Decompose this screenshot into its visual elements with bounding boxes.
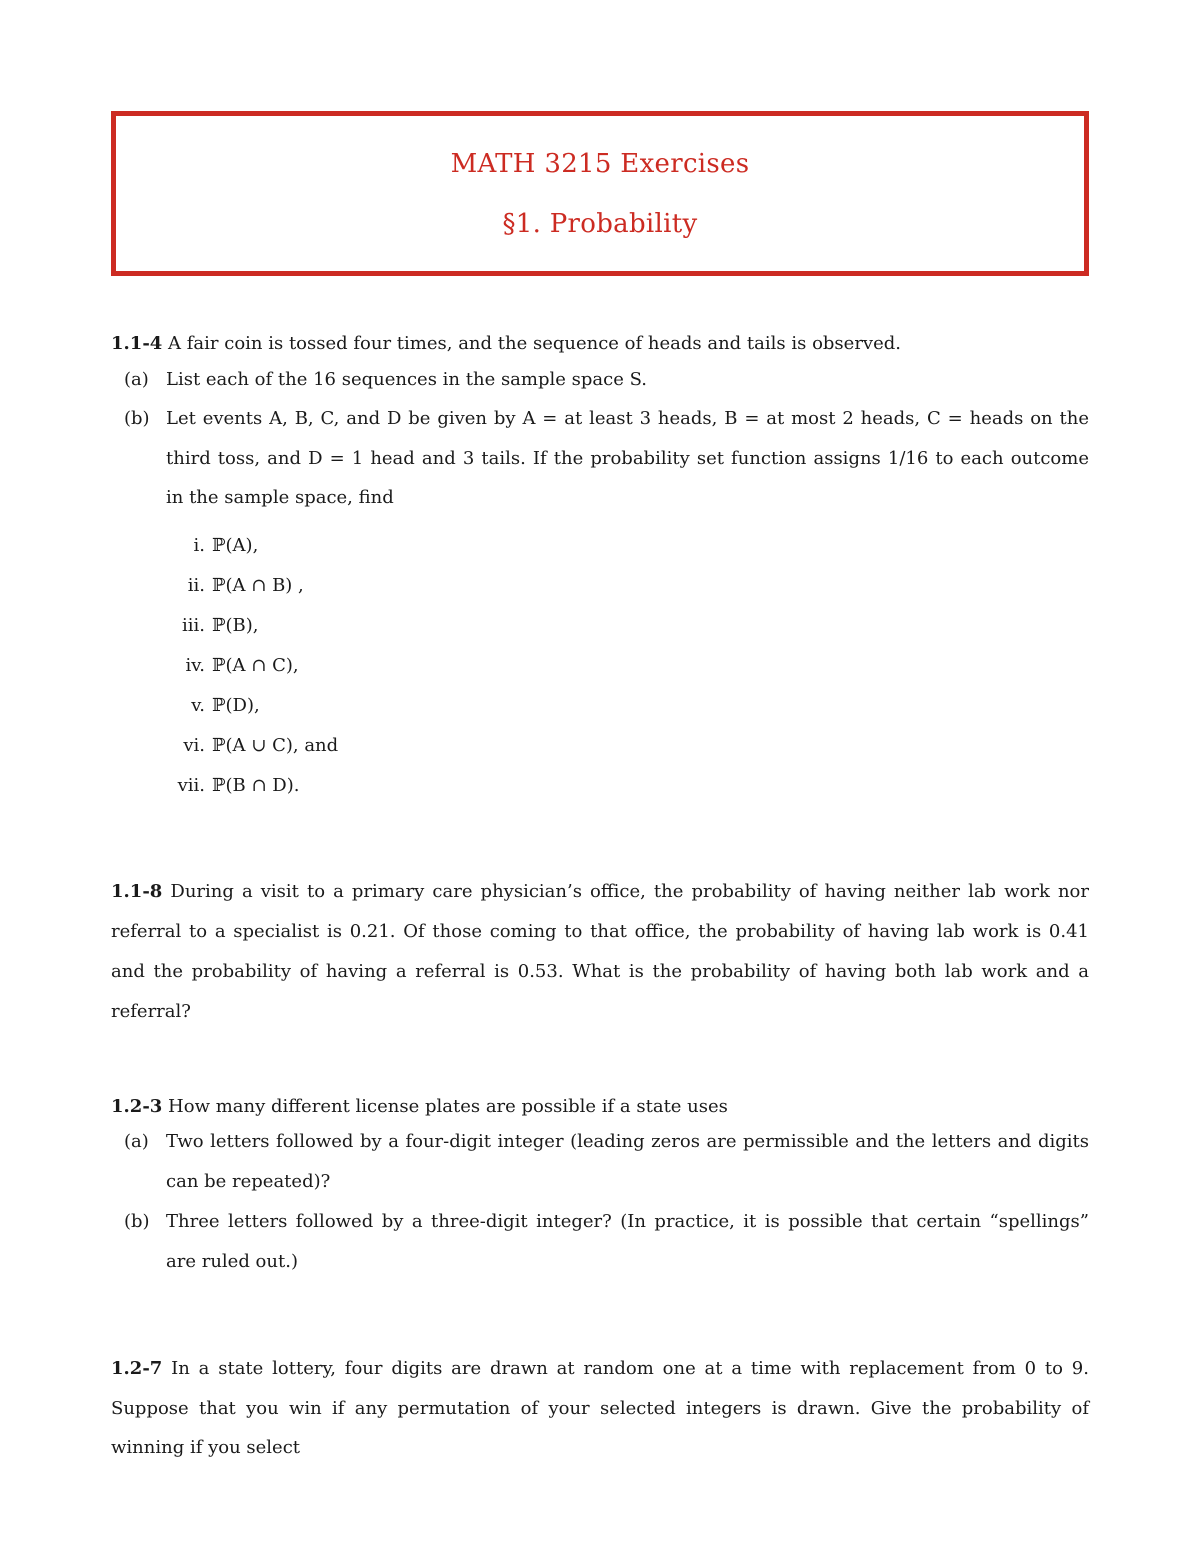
- item-label: iv.: [185, 655, 205, 676]
- problem-text: During a visit to a primary care physician’s office, the probability of having neither lab work nor: [170, 881, 1089, 902]
- problem-1-2-3-intro: [111, 1095, 728, 1119]
- problem-1-1-4-intro: [111, 332, 901, 356]
- part-label: (b): [124, 1211, 150, 1232]
- item-label: i.: [193, 535, 205, 556]
- part-a-line-2: can be repeated)?: [166, 1171, 331, 1192]
- problem-number: 1.2-3: [111, 1096, 163, 1117]
- problem-1-1-8-line-4: referral?: [111, 1001, 191, 1022]
- item-label: vi.: [183, 735, 205, 756]
- problem-number: 1.2-7: [111, 1358, 163, 1379]
- part-b-line-3: in the sample space, find: [166, 487, 394, 508]
- problem-1-2-7-line-1: [111, 1357, 1089, 1381]
- item-label: iii.: [182, 615, 205, 636]
- item-expression: ℙ(B ∩ D).: [212, 775, 300, 796]
- part-label: (a): [124, 369, 149, 390]
- problem-text: In a state lottery, four digits are drawn at random one at a time with replacement from 0 to 9.: [171, 1358, 1089, 1379]
- item-expression: ℙ(D),: [212, 695, 260, 716]
- item-expression: ℙ(A ∪ C), and: [212, 735, 339, 756]
- problem-number: 1.1-4: [111, 333, 163, 354]
- document-title: MATH 3215 Exercises: [450, 149, 750, 179]
- item-expression: ℙ(A ∩ B) ,: [212, 575, 304, 596]
- item-label: ii.: [187, 575, 205, 596]
- problem-1-1-8-line-1: [111, 880, 1089, 904]
- problem-text: A fair coin is tossed four times, and the sequence of heads and tails is observed.: [168, 333, 901, 354]
- part-label: (b): [124, 408, 150, 429]
- part-a-line-1: Two letters followed by a four-digit integer (leading zeros are permissible and the letters and digits: [166, 1131, 1089, 1152]
- item-expression: ℙ(B),: [212, 615, 259, 636]
- section-title: §1. Probability: [502, 209, 698, 239]
- problem-1-2-7-line-2: Suppose that you win if any permutation of your selected integers is drawn. Give the probability of: [111, 1398, 1089, 1419]
- part-b-line-1: Let events A, B, C, and D be given by A = at least 3 heads, B = at most 2 heads, C = heads on the: [166, 408, 1089, 429]
- part-b-line-2: third toss, and D = 1 head and 3 tails. If the probability set function assigns 1/16 to each outcome: [166, 448, 1089, 469]
- problem-1-1-8-line-3: and the probability of having a referral is 0.53. What is the probability of having both lab work and a: [111, 961, 1089, 982]
- problem-1-2-7-line-3: winning if you select: [111, 1437, 301, 1458]
- part-label: (a): [124, 1131, 149, 1152]
- item-expression: ℙ(A ∩ C),: [212, 655, 299, 676]
- problem-text: How many different license plates are possible if a state uses: [168, 1096, 728, 1117]
- item-expression: ℙ(A),: [212, 535, 259, 556]
- problem-1-1-8-line-2: referral to a specialist is 0.21. Of those coming to that office, the probability of having lab work is 0.41: [111, 921, 1089, 942]
- title-box: [111, 111, 1089, 276]
- item-label: vii.: [177, 775, 205, 796]
- part-a-text: List each of the 16 sequences in the sample space S.: [166, 369, 647, 390]
- part-b-line-2: are ruled out.): [166, 1251, 298, 1272]
- item-label: v.: [191, 695, 205, 716]
- problem-number: 1.1-8: [111, 881, 163, 902]
- part-b-line-1: Three letters followed by a three-digit integer? (In practice, it is possible that certain “spellings”: [166, 1211, 1089, 1232]
